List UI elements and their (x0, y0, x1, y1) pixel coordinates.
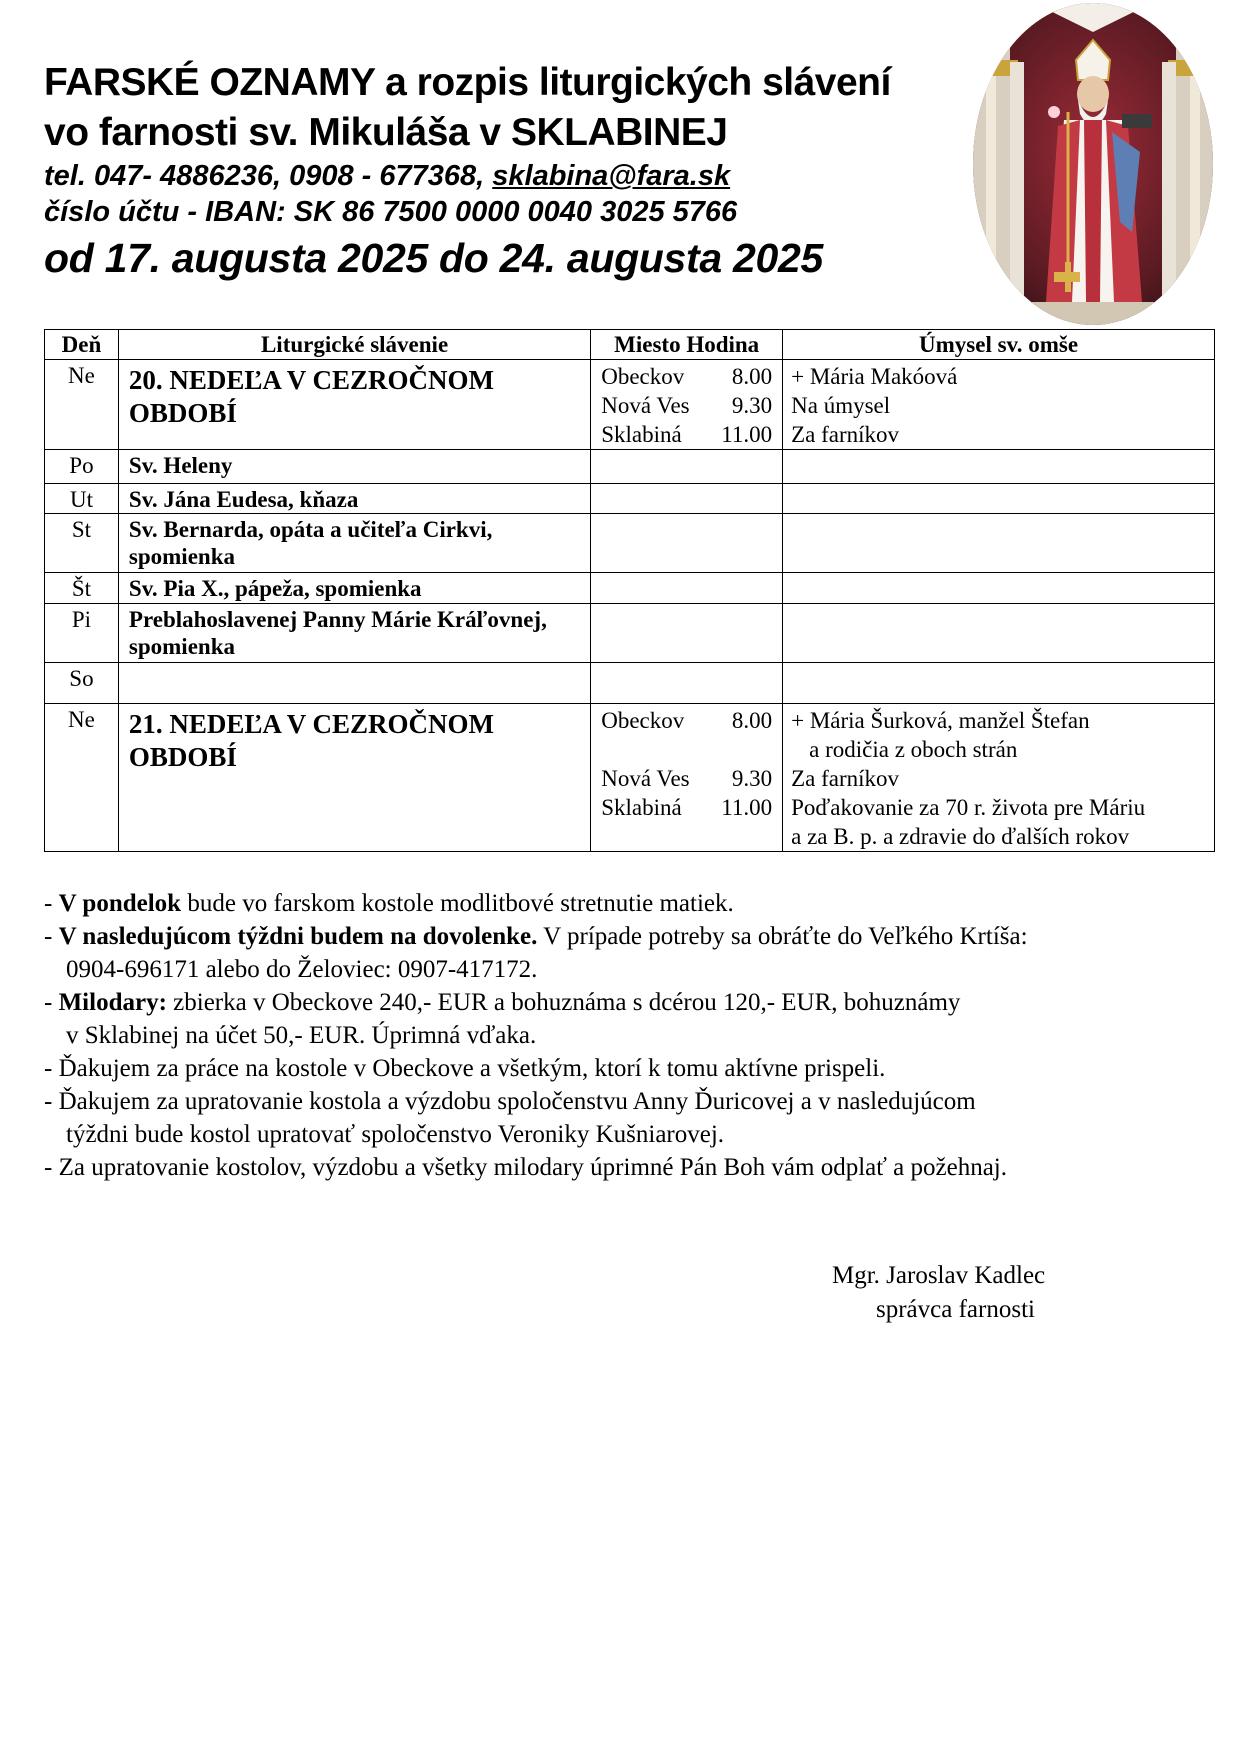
header-celebration: Liturgické slávenie (118, 330, 590, 360)
mass-place: Obeckov (601, 364, 685, 389)
signature-name: Mgr. Jaroslav Kadlec (832, 1262, 1046, 1289)
mass-time: 9.30 (731, 393, 773, 418)
intention-cell (783, 360, 1215, 450)
mass-time: 8.00 (731, 708, 773, 733)
intention-cell (783, 484, 1215, 514)
celebration-cell: Sv. Heleny (118, 450, 590, 484)
announcement-continuation: 0904-696171 alebo do Želoviec: 0907-417172. (66, 956, 538, 983)
intention-cell (783, 604, 1215, 663)
mass-entry (601, 793, 772, 822)
email-link[interactable]: sklabina@fara.sk (492, 160, 731, 192)
day-cell: Št (45, 573, 119, 604)
table-row (45, 663, 1215, 704)
place-time-cell (591, 663, 783, 704)
announcement-item: - Za upratovanie kostolov, výzdobu a všetky milodary úprimné Pán Boh vám odplať a požehnaj. (44, 1154, 1008, 1181)
celebration-cell: 20. NEDEĽA V CEZROČNOM OBDOBÍ (118, 360, 590, 450)
announcement-item: - V pondelok bude vo farskom kostole modlitbové stretnutie matiek. (44, 890, 734, 917)
iban-line: číslo účtu - IBAN: SK 86 7500 0000 0040 3025 5766 (44, 196, 738, 228)
table-row (45, 360, 1215, 450)
announcement-item: - Ďakujem za práce na kostole v Obeckove a všetkým, ktorí k tomu aktívne prispeli. (44, 1055, 886, 1082)
mass-entry (601, 764, 772, 793)
announcement-bold: Milodary: (58, 989, 167, 1016)
day-cell: Ne (45, 360, 119, 450)
intention-line: Za farníkov (791, 766, 900, 791)
mass-time: 11.00 (721, 422, 773, 447)
mass-place: Nová Ves (601, 766, 690, 791)
phone-text: tel. 047- 4886236, 0908 - 677368, (44, 160, 493, 192)
title-line-2: vo farnosti sv. Mikuláša v SKLABINEJ (44, 111, 728, 154)
table-row (45, 450, 1215, 484)
mass-entry (601, 706, 772, 735)
celebration-cell: Sv. Bernarda, opáta a učiteľa Cirkvi, spomienka (118, 514, 590, 573)
liturgy-schedule-table (44, 329, 1215, 852)
intention-cell (783, 450, 1215, 484)
day-cell: Pi (45, 604, 119, 663)
intention-cell (783, 573, 1215, 604)
day-cell: So (45, 663, 119, 704)
signature-block (832, 1259, 1045, 1327)
mass-time: 11.00 (721, 795, 773, 820)
intention-cell (783, 514, 1215, 573)
announcement-continuation: týždni bude kostol upratovať spoločenstvo Veroniky Kušniarovej. (66, 1121, 725, 1148)
celebration-cell: Preblahoslavenej Panny Márie Kráľovnej, spomienka (118, 604, 590, 663)
table-row (45, 573, 1215, 604)
table-row (45, 514, 1215, 573)
saint-statue-image (972, 2, 1214, 327)
celebration-cell: Sv. Pia X., pápeža, spomienka (118, 573, 590, 604)
announcement-text: Ďakujem za práce na kostole v Obeckove a všetkým, ktorí k tomu aktívne prispeli. (58, 1055, 886, 1082)
announcement-text: Ďakujem za upratovanie kostola a výzdobu spoločenstvu Anny Ďuricovej a v nasledujúcom (58, 1088, 976, 1115)
announcement-continuation: v Sklabinej na účet 50,- EUR. Úprimná vďaka. (66, 1022, 537, 1049)
mass-entry (601, 391, 772, 420)
place-time-cell (591, 514, 783, 573)
celebration-cell: Sv. Jána Eudesa, kňaza (118, 484, 590, 514)
day-cell: St (45, 514, 119, 573)
place-time-cell (591, 450, 783, 484)
intention-line: + Mária Makóová (791, 364, 958, 389)
table-row (45, 704, 1215, 852)
intention-line: Za farníkov (791, 422, 900, 447)
mass-place: Obeckov (601, 708, 685, 733)
spacer (601, 735, 772, 764)
mass-time: 9.30 (731, 766, 773, 791)
day-cell: Ut (45, 484, 119, 514)
announcement-item: - Ďakujem za upratovanie kostola a výzdobu spoločenstvu Anny Ďuricovej a v nasledujúcom týždni bude kostol upratovať spoločenstvo Veroniky Kušniarovej. (44, 1085, 1224, 1151)
celebration-cell (118, 663, 590, 704)
place-time-cell (591, 604, 783, 663)
contact-line (44, 158, 964, 194)
announcement-bold: V nasledujúcom týždni budem na dovolenke. (58, 923, 538, 950)
announcement-text: bude vo farskom kostole modlitbové stretnutie matiek. (181, 890, 734, 917)
intention-line: Poďakovanie za 70 r. života pre Máriu (791, 795, 1146, 820)
title-line-1: FARSKÉ OZNAMY a rozpis liturgických slávení (44, 61, 891, 104)
place-time-cell (591, 360, 783, 450)
mass-place: Sklabiná (601, 795, 682, 820)
intention-cell (783, 704, 1215, 852)
place-time-cell (591, 573, 783, 604)
day-cell: Po (45, 450, 119, 484)
header (44, 58, 964, 286)
announcement-text: Za upratovanie kostolov, výzdobu a všetky milodary úprimné Pán Boh vám odplať a požehnaj. (58, 1154, 1008, 1181)
announcement-text: V prípade potreby sa obráťte do Veľkého Krtíša: (537, 923, 1028, 950)
mass-place: Nová Ves (601, 393, 690, 418)
mass-time: 8.00 (731, 364, 773, 389)
intention-line: a rodičia z oboch strán (809, 737, 1018, 762)
mass-entry (601, 362, 772, 391)
date-range: od 17. augusta 2025 do 24. augusta 2025 (44, 235, 824, 281)
place-time-cell (591, 484, 783, 514)
mass-entry (601, 420, 772, 449)
announcement-bold: V pondelok (58, 890, 182, 917)
announcements-list (44, 887, 1224, 1184)
celebration-cell: 21. NEDEĽA V CEZROČNOM OBDOBÍ (118, 704, 590, 852)
mass-place: Sklabiná (601, 422, 682, 447)
header-intention: Úmysel sv. omše (783, 330, 1215, 360)
day-cell: Ne (45, 704, 119, 852)
announcement-item: - Milodary: zbierka v Obeckove 240,- EUR a bohuznáma s dcérou 120,- EUR, bohuznámy v Sklabinej na účet 50,- EUR. Úprimná vďaka. (44, 986, 1224, 1052)
signature-role: správca farnosti (876, 1296, 1035, 1323)
intention-line: + Mária Šurková, manžel Štefan (791, 708, 1090, 733)
table-header-row (45, 330, 1215, 360)
intention-line: a za B. p. a zdravie do ďalších rokov (791, 824, 1130, 849)
table-row (45, 484, 1215, 514)
intention-cell (783, 663, 1215, 704)
place-time-cell (591, 704, 783, 852)
header-place-time: Miesto Hodina (591, 330, 783, 360)
table-row (45, 604, 1215, 663)
header-day: Deň (45, 330, 119, 360)
intention-line: Na úmysel (791, 393, 891, 418)
announcement-text: zbierka v Obeckove 240,- EUR a bohuznáma s dcérou 120,- EUR, bohuznámy (166, 989, 961, 1016)
announcement-item: - V nasledujúcom týždni budem na dovolenke. V prípade potreby sa obráťte do Veľkého Krtíša: 0904-696171 alebo do Želoviec: 0907-417172. (44, 920, 1224, 986)
